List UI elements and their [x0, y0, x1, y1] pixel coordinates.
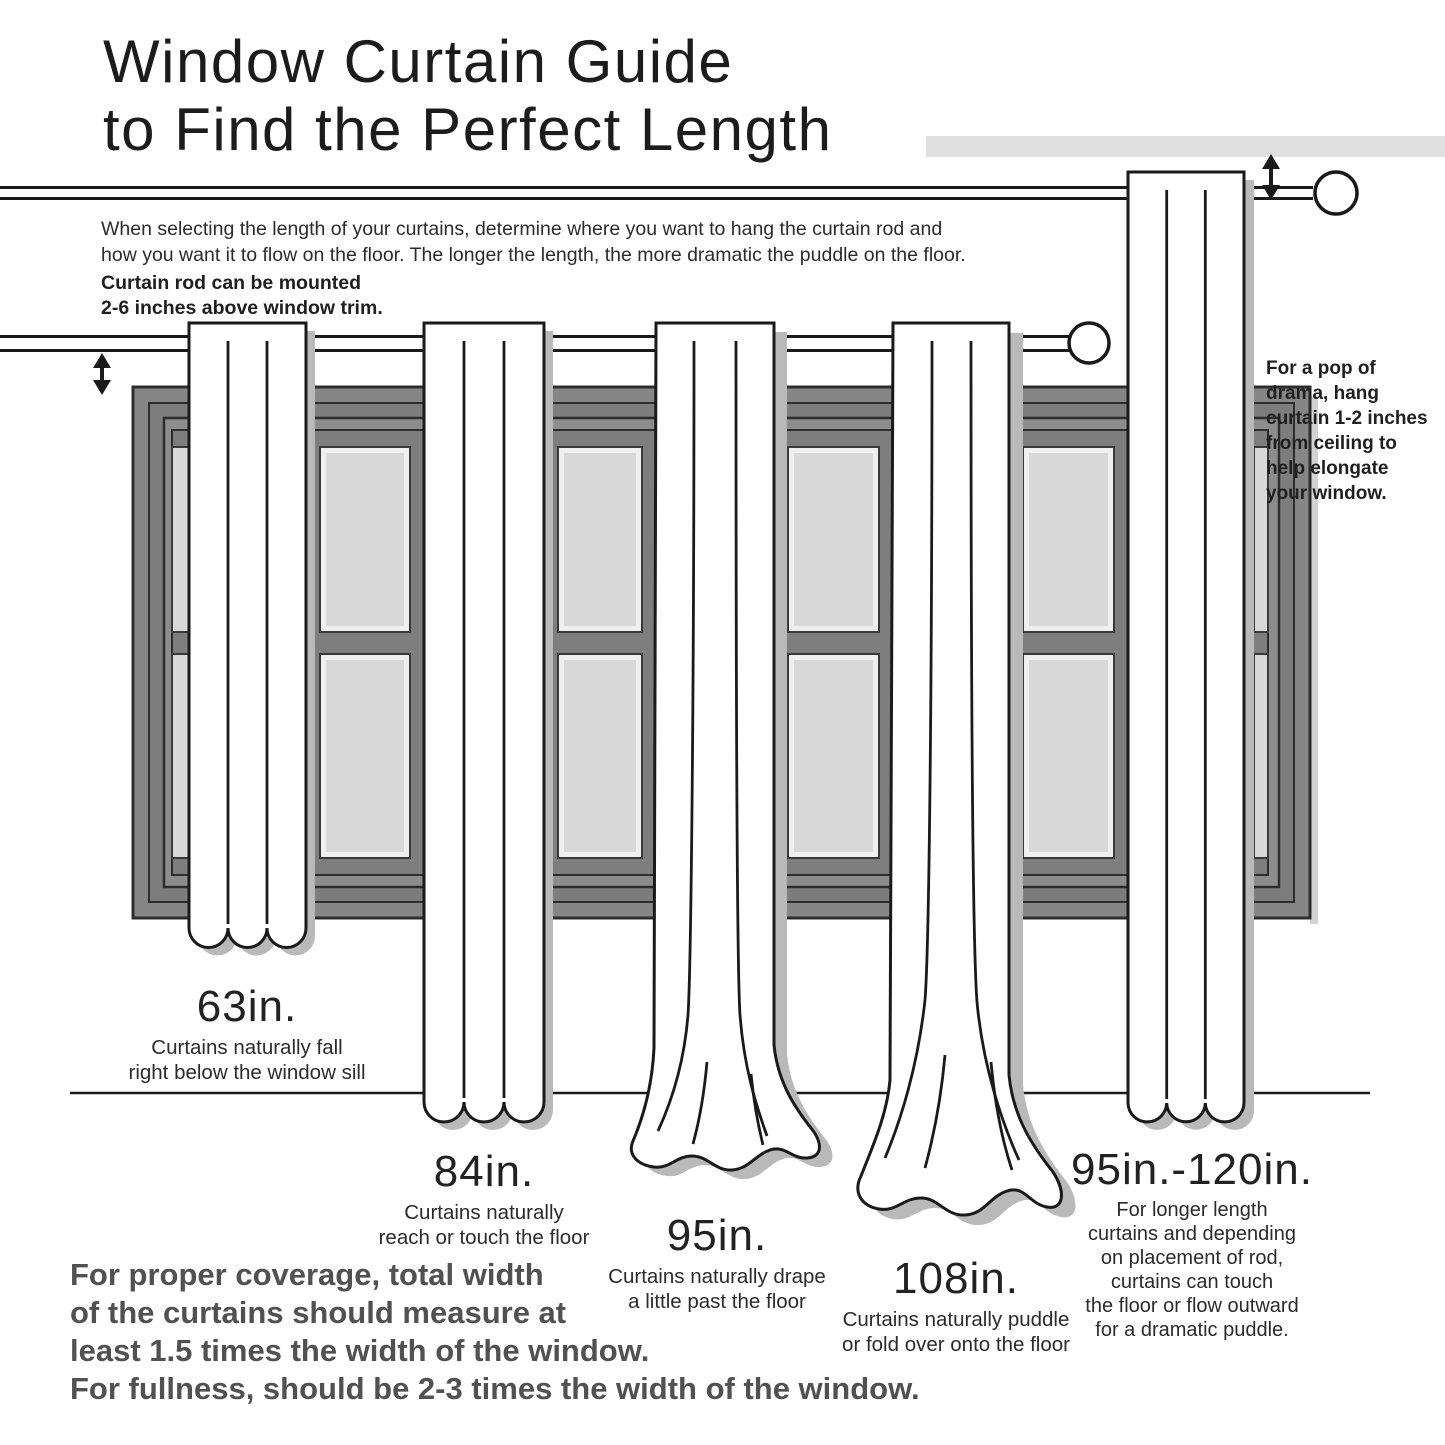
curtain-length-label: 84in. [433, 1147, 535, 1196]
label-95-120in [1071, 1146, 1313, 1342]
curtain-length-label: 95in. [666, 1211, 768, 1260]
curtain-length-description: For longer length curtains and depending on placement of rod, curtains can touch the floor or flow outward for a dramatic puddle. [1085, 1199, 1299, 1341]
label-84in [379, 1148, 590, 1250]
curtain-length-description: Curtains naturally puddle or fold over onto the floor [842, 1308, 1070, 1356]
mounting-height-arrow-icon [93, 353, 111, 395]
coverage-note: For proper coverage, total width of the curtains should measure at least 1.5 times the width of the window. For fullness, should be 2-3 times the width of the window. [70, 1257, 920, 1406]
page-title: Window Curtain Guide to Find the Perfect Length [103, 28, 833, 163]
rod-finial-icon [1069, 323, 1109, 363]
curtain-length-description: Curtains naturally fall right below the window sill [128, 1036, 366, 1084]
window-pane [172, 654, 190, 858]
curtain-length-description: Curtains naturally drape a little past the floor [608, 1265, 826, 1313]
window-pane-glass [794, 660, 873, 852]
curtain-84in [424, 323, 553, 1130]
label-63in [128, 983, 365, 1085]
ceiling-gap-arrow-icon [1262, 154, 1280, 200]
curtain-63in [189, 323, 315, 956]
curtain-panel [189, 323, 306, 948]
window-pane-glass [326, 453, 404, 626]
ceiling-bar [926, 136, 1445, 157]
window-pane-glass [1029, 660, 1108, 852]
window-pane [172, 447, 190, 632]
ceiling-hang-note: For a pop of drama, hang curtain 1-2 inches from ceiling to help elongate your window. [1266, 358, 1428, 504]
rod-finial-icon [1315, 172, 1357, 214]
curtain-length-label: 95in.-120in. [1071, 1145, 1313, 1194]
window-pane-glass [564, 660, 636, 852]
curtain-length-label: 108in. [893, 1254, 1019, 1303]
window-pane-glass [794, 453, 873, 626]
window-pane-glass [564, 453, 636, 626]
curtain-length-label: 63in. [196, 982, 298, 1031]
window-pane [1254, 654, 1268, 858]
window-pane-glass [326, 660, 404, 852]
curtain-panel [1128, 172, 1244, 1122]
window-pane-glass [1029, 453, 1108, 626]
rod-mount-note: Curtain rod can be mounted 2-6 inches above window trim. [101, 272, 383, 319]
intro-text: When selecting the length of your curtains, determine where you want to hang the curtain rod and how you want it to flow on the floor. The longer the length, the more dramatic the puddle on the floor. [101, 218, 966, 266]
curtain-panel [424, 323, 544, 1122]
curtain-95-120in [1128, 172, 1254, 1130]
curtain-length-description: Curtains naturally reach or touch the floor [378, 1201, 590, 1249]
